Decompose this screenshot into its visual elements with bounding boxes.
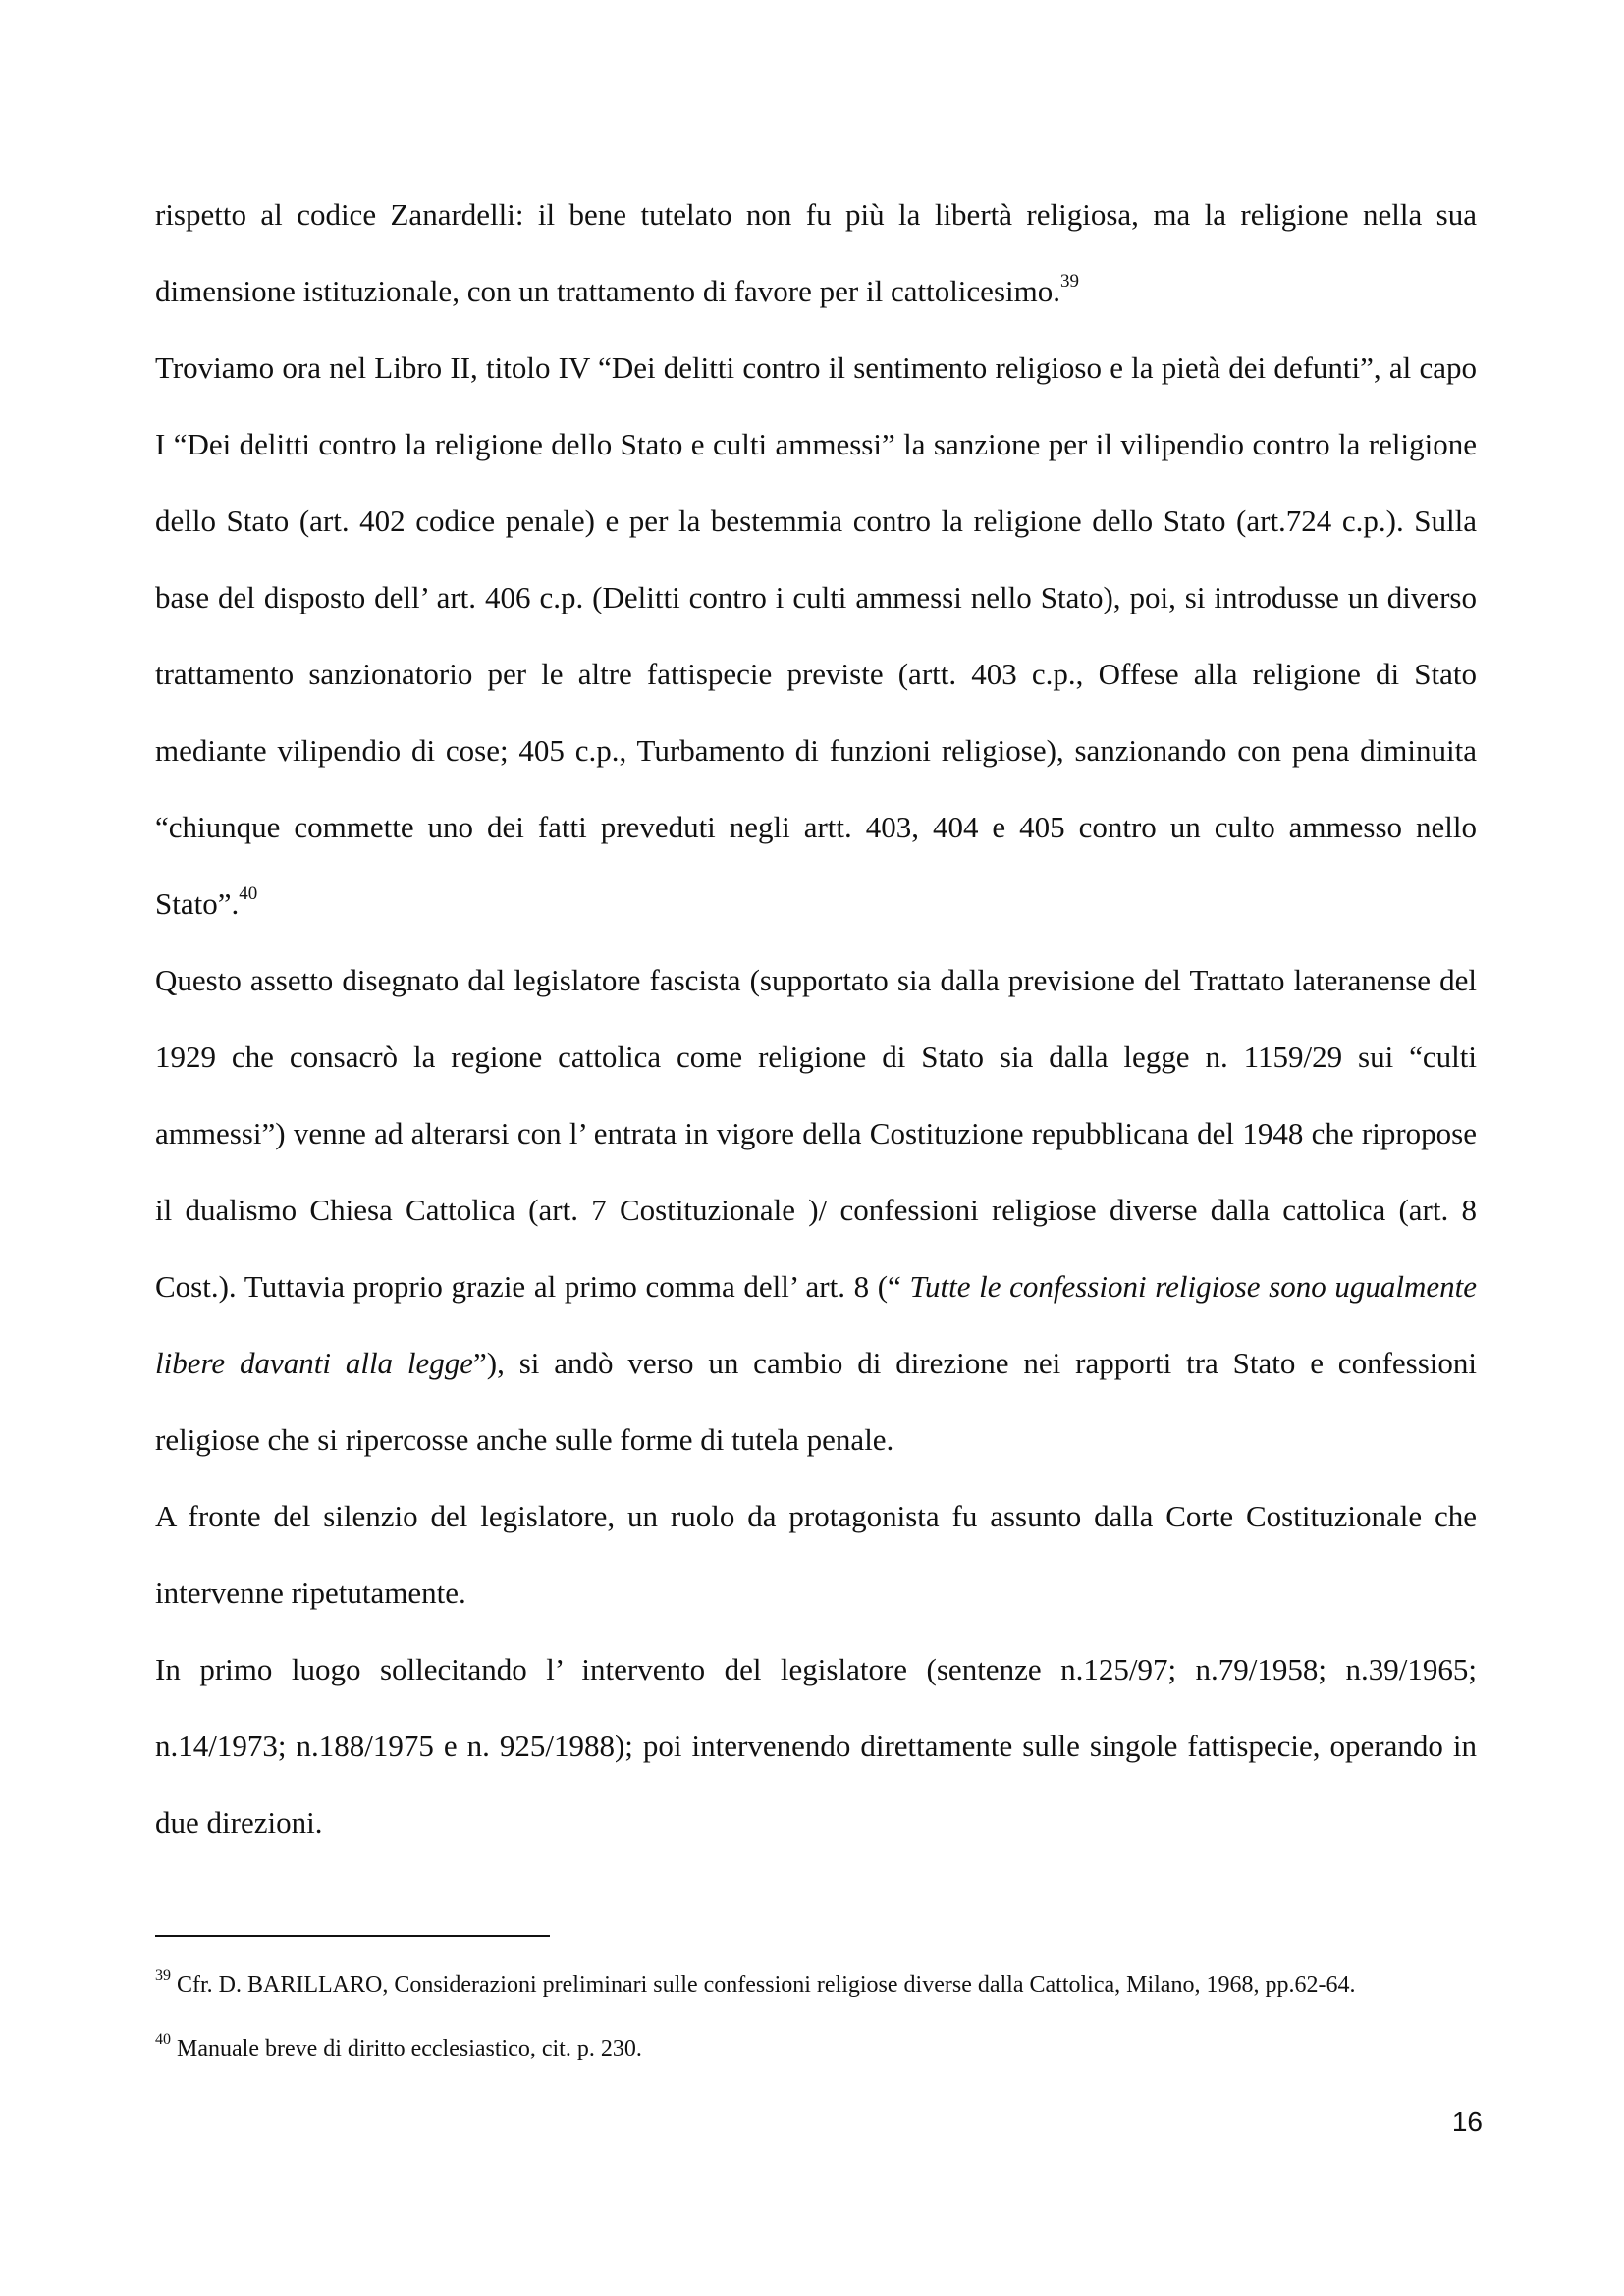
page-number: 16 (1451, 2107, 1483, 2137)
paragraph-1-text: rispetto al codice Zanardelli: il bene tutelato non fu più la libertà religiosa, ma la religione nella sua dimensione istituzionale, con un trattamento di favore per il cattolicesimo. (155, 197, 1477, 308)
paragraph-3 (155, 942, 1477, 1478)
footnote-40 (155, 2017, 1477, 2081)
paragraph-5 (155, 1631, 1477, 1861)
footnote-39-number: 39 (155, 1967, 171, 1984)
paragraph-4-text: A fronte del silenzio del legislatore, un ruolo da protagonista fu assunto dalla Corte Costituzionale che intervenne ripetutamente. (155, 1499, 1477, 1610)
paragraph-1 (155, 177, 1477, 330)
footnote-separator (155, 1935, 550, 1937)
paragraph-3-text: Questo assetto disegnato dal legislatore fascista (supportato sia dalla previsione del Trattato lateranense del 1929 che consacrò la regione cattolica come religione di Stato sia dalla legge n. 1159/29 sui “culti ammessi”) venne ad alterarsi con l’ entrata in vigore della Costituzione repubblicana del 1948 che ripropose il dualismo Chiesa Cattolica (art. 7 Costituzionale )/ confessioni religiose diverse dalla cattolica (art. 8 Cost.). Tuttavia proprio grazie al primo comma dell’ art. 8 (“ (155, 963, 1477, 1304)
paragraph-5-text: In primo luogo sollecitando l’ intervento del legislatore (sentenze n.125/97; n.79/1958; n.39/1965; n.14/1973; n.188/1975 e n. 925/1988); poi intervenendo direttamente sulle singole fattispecie, operando in due direzioni. (155, 1652, 1477, 1840)
paragraph-2 (155, 330, 1477, 942)
page-body (155, 177, 1477, 1861)
paragraph-3-text-end: ”), si andò verso un cambio di direzione nei rapporti tra Stato e confessioni religiose che si ripercosse anche sulle forme di tutela penale. (155, 1346, 1478, 1457)
paragraph-4 (155, 1478, 1477, 1631)
main-text (155, 177, 1477, 1861)
footnote-ref-40[interactable]: 40 (239, 882, 258, 904)
footnote-39 (155, 1953, 1477, 2017)
footnotes (155, 1953, 1477, 2081)
footnote-39-text: Cfr. D. BARILLARO, Considerazioni preliminari sulle confessioni religiose diverse dalla Cattolica, Milano, 1968, pp.62-64. (171, 1972, 1356, 1998)
footnote-40-number: 40 (155, 2031, 171, 2048)
footnote-ref-39[interactable]: 39 (1059, 270, 1079, 292)
footnote-40-text: Manuale breve di diritto ecclesiastico, cit. p. 230. (171, 2036, 642, 2061)
constitution-quote: Tutte le confessioni religiose sono ugualmente libere davanti alla legge (155, 1269, 1477, 1380)
paragraph-2-text: Troviamo ora nel Libro II, titolo IV “Dei delitti contro il sentimento religioso e la pietà dei defunti”, al capo I “Dei delitti contro la religione dello Stato e culti ammessi” la sanzione per il vilipendio contro la religione dello Stato (art. 402 codice penale) e per la bestemmia contro la religione dello Stato (art.724 c.p.). Sulla base del disposto dell’ art. 406 c.p. (Delitti contro i culti ammessi nello Stato), poi, si introdusse un diverso trattamento sanzionatorio per le altre fattispecie previste (artt. 403 c.p., Offese alla religione di Stato mediante vilipendio di cose; 405 c.p., Turbamento di funzioni religiose), sanzionando con pena diminuita “chiunque commette uno dei fatti preveduti negli artt. 403, 404 e 405 contro un culto ammesso nello Stato”. (155, 350, 1477, 921)
